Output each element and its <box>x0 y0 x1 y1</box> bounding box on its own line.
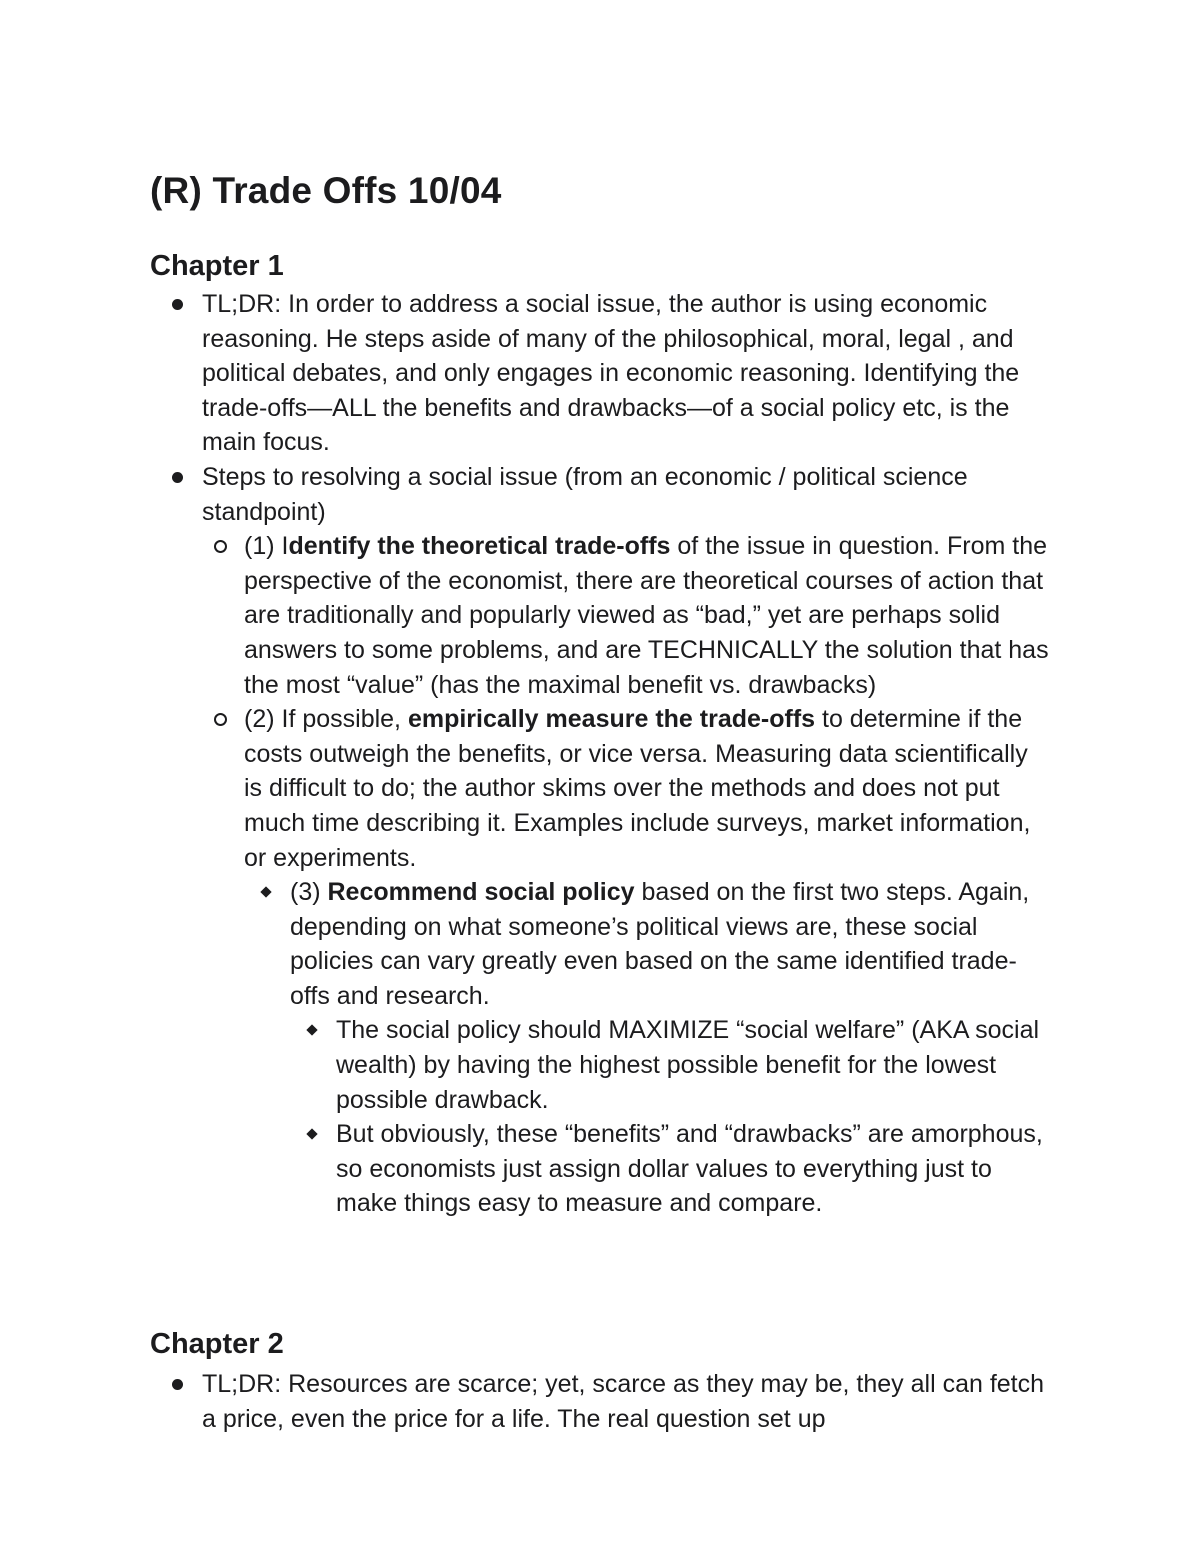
list-item <box>150 460 1050 1221</box>
list-item <box>150 875 1050 1221</box>
document-title: (R) Trade Offs 10/04 <box>150 170 502 211</box>
list-item-text: (1) Identify the theoretical trade-offs of the issue in question. From the perspective of the economist, there are theoretical courses of action that are traditionally and popularly viewed as “bad,” yet are perhaps solid answers to some problems, and are TECHNICALLY the solution that has the most “value” (has the maximal benefit vs. drawbacks) <box>244 532 1049 699</box>
bold-text: Recommend social policy <box>327 878 635 907</box>
bullet-diamond-icon <box>306 1025 317 1036</box>
chapter-2-heading: Chapter 2 <box>150 1328 284 1360</box>
chapter-1-heading: Chapter 1 <box>150 250 284 282</box>
list-item <box>150 287 1050 460</box>
bullet-diamond-icon <box>306 1129 317 1140</box>
list-item-text: The social policy should MAXIMIZE “social welfare” (AKA social wealth) by having the highest possible benefit for the lowest possible drawback. <box>336 1016 1040 1114</box>
list-item <box>150 1117 1050 1221</box>
list-item-text: Steps to resolving a social issue (from an economic / political science standpoint) <box>202 462 968 526</box>
list-item-text: (2) If possible, empirically measure the trade-offs to determine if the costs outweigh the benefits, or vice versa. Measuring data scientifically is difficult to do; the author skims over the methods and does not put much time describing it. Examples include surveys, market information, or experiments. <box>244 705 1031 872</box>
steps-sublist <box>150 529 1050 1221</box>
list-item <box>150 529 1050 702</box>
bullet-circle-icon <box>214 713 227 726</box>
list-item <box>150 702 1050 1221</box>
bullet-disc-icon <box>172 299 183 310</box>
list-item <box>150 1367 1050 1436</box>
bold-text: empirically measure the trade-offs <box>407 705 816 734</box>
list-item-text: TL;DR: In order to address a social issue, the author is using economic reasoning. He steps aside of many of the philosophical, moral, legal , and political debates, and only engages in economic reasoning. Identifying the trade-offs—ALL the benefits and drawbacks—of a social policy etc, is the main focus. <box>202 290 1020 457</box>
chapter-1-list <box>150 287 1050 1221</box>
list-item <box>150 1013 1050 1117</box>
bullet-diamond-icon <box>260 886 271 897</box>
list-item-text: (3) Recommend social policy based on the first two steps. Again, depending on what someone’s political views are, these social policies can vary greatly even based on the same identified trade-offs and research. <box>290 878 1030 1010</box>
list-item-text: TL;DR: Resources are scarce; yet, scarce as they may be, they all can fetch a price, even the price for a life. The real question set up <box>202 1370 1045 1433</box>
policy-sublist <box>150 1013 1050 1221</box>
chapter-2-list <box>150 1367 1050 1436</box>
bullet-circle-icon <box>214 540 227 553</box>
bold-text: dentify the theoretical trade-offs <box>288 532 671 561</box>
step-3-sublist <box>150 875 1050 1221</box>
list-item-text: But obviously, these “benefits” and “drawbacks” are amorphous, so economists just assign dollar values to everything just to make things easy to measure and compare. <box>336 1120 1043 1218</box>
bullet-disc-icon <box>172 472 183 483</box>
bullet-disc-icon <box>172 1379 183 1390</box>
